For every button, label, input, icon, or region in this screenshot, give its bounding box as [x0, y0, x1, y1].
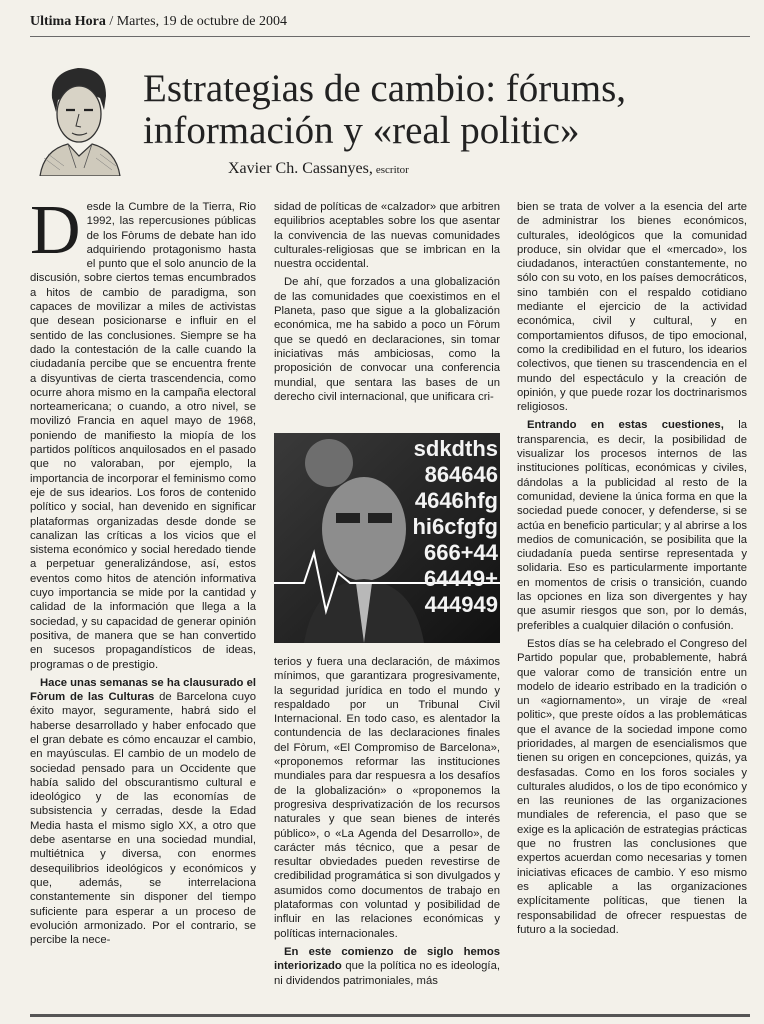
lead-in: Entrando en estas cuestiones,	[527, 419, 724, 432]
bottom-rule	[30, 1014, 750, 1017]
paragraph	[274, 945, 500, 988]
paragraph: sidad de políticas de «calzador» que arbitren equilibrios aceptables sobre los que asentar la convivencia de las nuevas comunidades culturales-religiosas que se imbrican en la nuestra occidental.	[274, 201, 500, 271]
photo-text-line: 666+44	[423, 540, 498, 565]
lead-in: Hace unas semanas se ha clausurado el Fòrum de las Culturas	[30, 676, 257, 704]
headline	[143, 68, 753, 152]
column-1	[30, 192, 257, 951]
paragraph: terios y fuera una declaración, de máximos mínimos, que garantizara progresivamente, la seguridad jurídica en todo el mundo y respaldado por un Tribunal Civil Internacional. En todo caso, es alentador la contundencia de las declaraciones finales del Fòrum, «El Compromiso de Barcelona», «proponemos reformar las instituciones mundiales para dar respuesra a los desafíos de la globalización» o «proponemos la progresiva desprivatización de los recursos naturales y que sean bienes de interés público», o «La Agenda del Desarrollo», de carácter más técnico, que a pesar de resultar obviedades pueden revestirse de credibilidad programática si son divulgados y asumidos como documentos de trabajo en plataformas con voluntad y posibilidad de influir en las relaciones económicas y políticas internacionales.	[274, 656, 500, 940]
newspaper-name: Ultima Hora	[30, 14, 106, 29]
author-portrait	[30, 58, 128, 176]
paragraph	[517, 418, 747, 632]
paragraph: bien se trata de volver a la esencia del arte de administrar los bienes económicos, culturales, ideológicos que la comunidad produce, sin olvidar que el «mercado», los ciudadanos, interactúen constantemente, no sólo con su voto, en los países democráticos, sino también con el respaldo cotidiano mediante el ejercicio de la actividad económica, civil y cultural, y en comportamientos difusos, de tipo emocional, como la credibilidad en el futuro, los idearios colectivos, que tienen su trascendencia en el mundo del espectáculo y la creación de opinión, y que puede rozar los doctrinarismos religiosos.	[517, 201, 747, 414]
column-2-bottom	[274, 655, 500, 992]
lead-in: En este comienzo de siglo hemos interiorizado	[274, 945, 500, 973]
photo-text-line: 64449+	[423, 566, 498, 591]
paragraph: Estos días se ha celebrado el Congreso del Partido popular que, probablemente, habrá que valorar como de transición entre un modelo de ideario estribado en la tradición o un «agiornamento», un viraje de «real politic», que preste oídos a las problemáticas que el avance de la sociedad impone como prioridades, al margen de esencialismos que tienen su origen en concepciones, quizás, ya desfasadas. Como en los foros sociales y culturales aludidos, o los de tipo económico y en las reuniones de las organizaciones mundiales de referencia, el paso que se exige es la aplicación de estrategias prácticas que no frustren las conclusiones que expertos acuerdan como necesarias y tomen iniciativas eficaces de cambio. Y eso mismo es aplicable a las organizaciones explícitamente políticas, que tienen la responsabilidad de ofrecer respuestas de futuro a la sociedad.	[517, 637, 747, 936]
issue-date: / Martes, 19 de octubre de 2004	[109, 14, 288, 29]
photo-text-line: 4646hfg	[414, 488, 498, 513]
paragraph	[30, 676, 256, 948]
article-photo	[274, 433, 500, 643]
photo-text-line: 444949	[424, 592, 498, 617]
paragraph	[30, 192, 256, 672]
byline	[228, 160, 409, 178]
paragraph-text: de Barcelona cuyo éxito mayor, seguramente, habrá sido el haberse desarrollado y haber enfocado que el gran debate es cómo encauzar el cambio, en mayúsculas. El cambio de un modelo de sociedad pensado para un Occidente que había salido del obscurantismo cultural e ideológico y de las economías de subsistencia y cerradas, desde la Edad Media hasta el mismo siglo XX, a otro que debe asentarse en una sociedad mundial, multiétnica y diversa, con enormes desequilibrios ideológicos y económicos y que, además, se interrelaciona constantemente sin disponer del tiempo suficiente para esperar a un proceso de evolución armonizado. Por el contrario, se percibe la nece-	[30, 691, 256, 947]
headline-line-1: Estrategias de cambio: fórums,	[143, 67, 627, 110]
column-3	[517, 200, 747, 941]
photo-text-line: 864646	[424, 462, 498, 487]
author-name: Xavier Ch. Cassanyes,	[228, 160, 373, 177]
photo-text-line: sdkdths	[413, 436, 498, 461]
photo-text-line: hi6cfgfg	[412, 514, 498, 539]
paragraph: De ahí, que forzados a una globalización de las comunidades que coexistimos en el Planeta, paso que sigue a la globalización económica, me ha sabido a poco un Fòrum que se quedó en declaraciones, sin tomar iniciativas más ambiciosas, como la proposición de convocar una conferencia mundial, que sentara las bases de un derecho civil internacional, que unificara cri-	[274, 276, 500, 403]
headline-line-2: información y «real politic»	[143, 109, 580, 152]
masthead	[30, 14, 750, 37]
drop-cap: D	[30, 192, 81, 269]
author-role: escritor	[375, 164, 409, 176]
column-2-top	[274, 200, 500, 408]
paragraph-text: esde la Cumbre de la Tierra, Rio 1992, las repercusiones públicas de los Fòrums de debate han ido adquiriendo protagonismo hasta el punto que el solo anuncio de la discusión, sobre ciertos temas encumbrados a hitos de cambio de paradigma, son capaces de movilizar a miles de activistas que desean posicionarse e influir en el sentido de las conclusiones. Siempre se ha dado la contestación de la calle cuando la ciudadanía percibe que se encuentra frente a disyuntivas de cierta trascendencia, como ocurre ahora mismo en la campaña electoral norteamericana; o cuando, a otro nivel, se movilizó Francia en aquel mayo de 1968, poniendo de manifiesto la miopía de los partidos políticos anquilosados en el pasado que no valoraban, por ejemplo, la importancia de incorporar el feminismo como eje de sus idearios. Los foros de contenido político y social, han devenido en significar plataformas organizadas desde donde se canalizan las críticas a los vicios que el sistema económico y social heredado tiende a perpetuar generalizándose, así, estos eventos como hitos de atención informativa cuyo importancia se mide por la cantidad y calidad de la información que llega a la sociedad, y su capacidad de generar opinión positiva, de manera que se han convertido en sucesos propagandísticos de ideas, programas o de prestigio.	[30, 201, 256, 671]
paragraph-text: que la política no es ideología, ni dividendos patrimoniales, más	[274, 960, 500, 987]
paragraph-text: la transparencia, es decir, la posibilidad de visualizar los procesos internos de las instituciones políticas, económicas y civiles, dándolas a la publicidad al resto de la comunidad, deviene la única forma en que la sociedad puede conocer, y defenderse, si se actúa en beneficio particular; y al abrirse a los medios de comunicación, se posibilita que la ciudadanía pueda sentirse representada y solidaria. Eso es particularmente importante en momentos de crisis o transición, cuando las opciones en liza son divergentes y hay que asumir riesgos que son, por lo demás, preferibles a cualquier dilación o confusión.	[517, 419, 747, 632]
